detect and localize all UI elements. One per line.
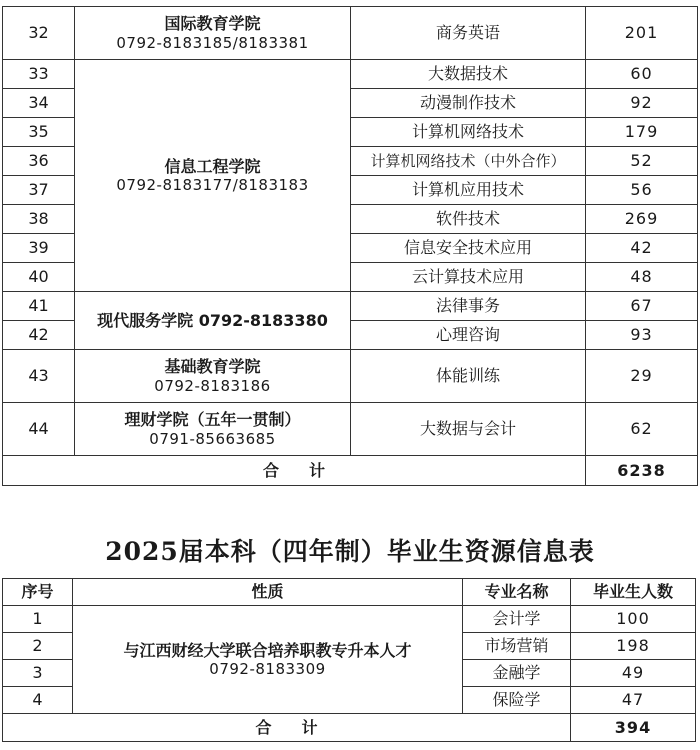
major-name: 软件技术 bbox=[351, 205, 586, 234]
graduate-count: 100 bbox=[571, 606, 696, 633]
row-number: 2 bbox=[3, 633, 73, 660]
nature-cell bbox=[73, 606, 463, 714]
graduate-count: 198 bbox=[571, 633, 696, 660]
major-name: 法律事务 bbox=[351, 292, 586, 321]
row-number: 32 bbox=[3, 7, 75, 60]
department-name: 国际教育学院 bbox=[164, 14, 261, 34]
major-name: 大数据与会计 bbox=[351, 403, 586, 456]
table-row bbox=[3, 60, 698, 89]
total-value: 394 bbox=[571, 714, 696, 742]
graduate-count: 201 bbox=[586, 7, 698, 60]
program-phone: 0792-8183309 bbox=[209, 660, 326, 679]
major-name: 体能训练 bbox=[351, 350, 586, 403]
row-number: 40 bbox=[3, 263, 75, 292]
major-name: 计算机应用技术 bbox=[351, 176, 586, 205]
department-name: 理财学院（五年一贯制） bbox=[124, 410, 301, 430]
graduate-count: 42 bbox=[586, 234, 698, 263]
major-name: 会计学 bbox=[463, 606, 571, 633]
department-name: 信息工程学院 bbox=[164, 156, 261, 176]
department-name: 基础教育学院 bbox=[164, 357, 261, 377]
department-phone: 0792-8183177/8183183 bbox=[116, 176, 309, 195]
department-cell bbox=[75, 292, 351, 350]
program-nature: 与江西财经大学联合培养职教专升本人才 bbox=[123, 640, 412, 660]
column-header-major: 专业名称 bbox=[463, 579, 571, 606]
row-number: 36 bbox=[3, 147, 75, 176]
total-label: 合计 bbox=[3, 714, 571, 742]
row-number: 41 bbox=[3, 292, 75, 321]
row-number: 38 bbox=[3, 205, 75, 234]
table-title: 2025届本科（四年制）毕业生资源信息表 bbox=[105, 537, 595, 566]
row-number: 39 bbox=[3, 234, 75, 263]
graduate-count: 269 bbox=[586, 205, 698, 234]
row-number: 34 bbox=[3, 89, 75, 118]
table-row bbox=[3, 350, 698, 403]
major-name: 计算机网络技术（中外合作） bbox=[351, 147, 586, 176]
major-name: 动漫制作技术 bbox=[351, 89, 586, 118]
graduate-count: 49 bbox=[571, 660, 696, 687]
department-cell bbox=[75, 403, 351, 456]
row-number: 43 bbox=[3, 350, 75, 403]
graduate-count: 62 bbox=[586, 403, 698, 456]
row-number: 35 bbox=[3, 118, 75, 147]
column-header-nature: 性质 bbox=[73, 579, 463, 606]
graduate-count: 92 bbox=[586, 89, 698, 118]
graduate-count: 52 bbox=[586, 147, 698, 176]
table-row bbox=[3, 292, 698, 321]
graduates-table-vocational bbox=[2, 6, 698, 486]
major-name: 计算机网络技术 bbox=[351, 118, 586, 147]
graduate-count: 47 bbox=[571, 687, 696, 714]
major-name: 市场营销 bbox=[463, 633, 571, 660]
department-phone: 0792-8183185/8183381 bbox=[116, 33, 309, 52]
row-number: 3 bbox=[3, 660, 73, 687]
department-cell bbox=[75, 7, 351, 60]
table-row bbox=[3, 7, 698, 60]
total-row bbox=[3, 714, 696, 742]
row-number: 1 bbox=[3, 606, 73, 633]
major-name: 大数据技术 bbox=[351, 60, 586, 89]
graduate-count: 179 bbox=[586, 118, 698, 147]
major-name: 金融学 bbox=[463, 660, 571, 687]
graduate-count: 56 bbox=[586, 176, 698, 205]
total-value: 6238 bbox=[586, 456, 698, 486]
department-name: 现代服务学院 0792-8183380 bbox=[97, 310, 328, 330]
department-cell bbox=[75, 60, 351, 292]
row-number: 37 bbox=[3, 176, 75, 205]
department-phone: 0791-85663685 bbox=[149, 429, 276, 448]
major-name: 商务英语 bbox=[351, 7, 586, 60]
table-row bbox=[3, 403, 698, 456]
total-row bbox=[3, 456, 698, 486]
graduate-count: 93 bbox=[586, 321, 698, 350]
department-cell bbox=[75, 350, 351, 403]
graduate-count: 29 bbox=[586, 350, 698, 403]
department-phone: 0792-8183186 bbox=[154, 376, 271, 395]
table-header-row bbox=[3, 579, 696, 606]
total-label: 合计 bbox=[3, 456, 586, 486]
table-row bbox=[3, 606, 696, 633]
major-name: 云计算技术应用 bbox=[351, 263, 586, 292]
row-number: 33 bbox=[3, 60, 75, 89]
major-name: 信息安全技术应用 bbox=[351, 234, 586, 263]
row-number: 42 bbox=[3, 321, 75, 350]
graduate-count: 60 bbox=[586, 60, 698, 89]
graduate-count: 48 bbox=[586, 263, 698, 292]
major-name: 心理咨询 bbox=[351, 321, 586, 350]
graduate-count: 67 bbox=[586, 292, 698, 321]
column-header-number: 序号 bbox=[3, 579, 73, 606]
column-header-count: 毕业生人数 bbox=[571, 579, 696, 606]
row-number: 4 bbox=[3, 687, 73, 714]
graduates-table-undergraduate bbox=[2, 578, 696, 742]
major-name: 保险学 bbox=[463, 687, 571, 714]
row-number: 44 bbox=[3, 403, 75, 456]
